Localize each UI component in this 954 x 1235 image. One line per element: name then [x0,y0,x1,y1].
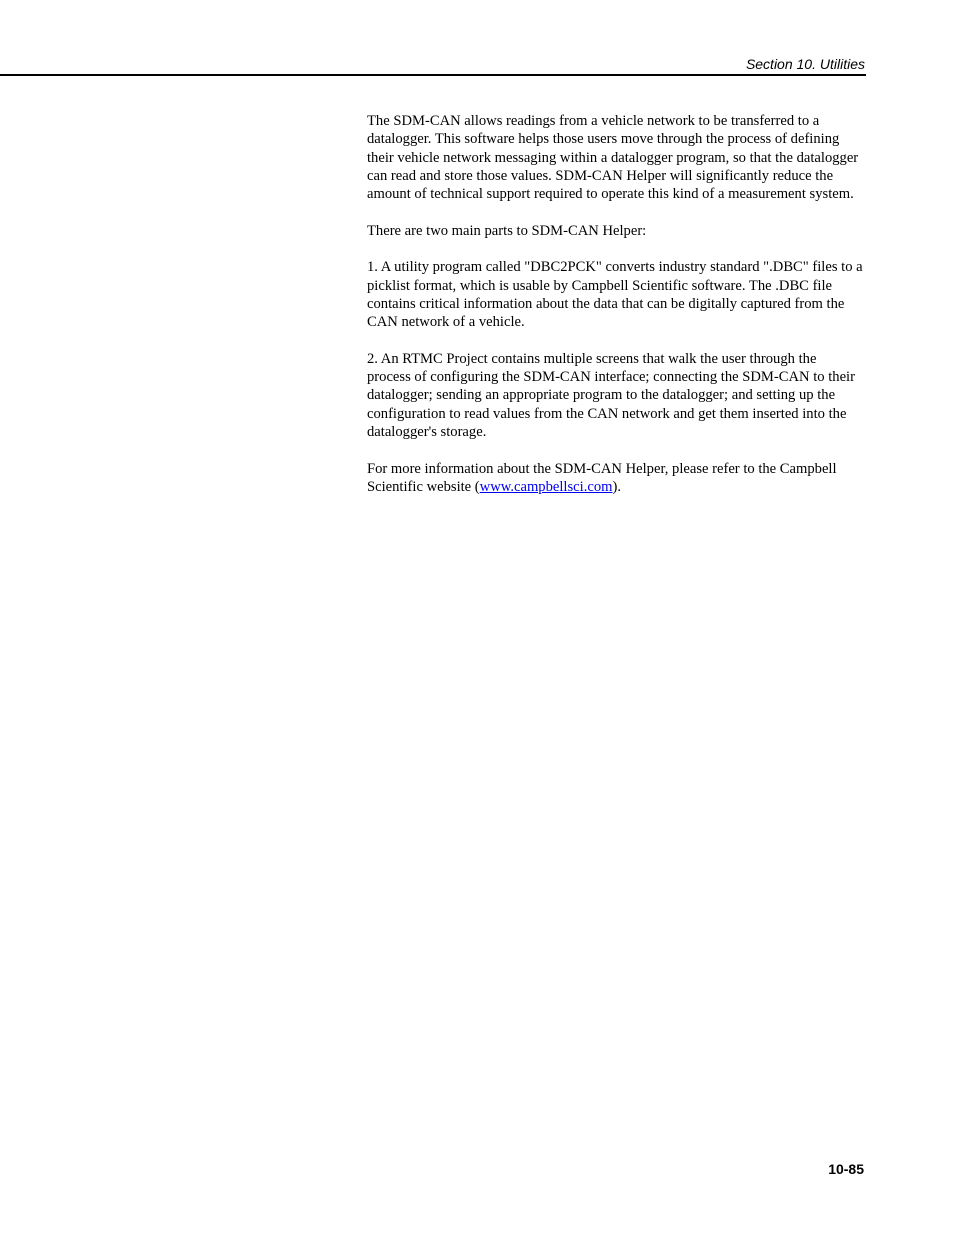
paragraph-part-two: 2. An RTMC Project contains multiple screens that walk the user through the process of configuring the SDM-CAN interface; connecting the SDM-CAN to their datalogger; sending an appropriate program to the datalogger; and setting up the configuration to read values from the CAN network and get them inserted into the datalogger's storage. [367,350,855,441]
paragraph-parts-intro: There are two main parts to SDM-CAN Helper: [367,222,647,239]
more-info-text-end: ). [612,478,621,495]
more-info-text: For more information about the SDM-CAN Helper, please refer to the Campbell Scientific website ( [367,460,837,495]
main-content [367,112,863,515]
header-rule [0,74,866,76]
paragraph-more-info [367,460,863,497]
campbellsci-website-link[interactable]: www.campbellsci.com [479,478,613,495]
page-number: 10-85 [828,1161,864,1177]
paragraph-part-one: 1. A utility program called "DBC2PCK" converts industry standard ".DBC" files to a picklist format, which is usable by Campbell Scientific software. The .DBC file contains critical information about the data that can be digitally captured from the CAN network of a vehicle. [367,259,863,331]
paragraph-intro: The SDM-CAN allows readings from a vehicle network to be transferred to a datalogger. This software helps those users move through the process of defining their vehicle network messaging within a datalogger program, so that the datalogger can read and store those values. SDM-CAN Helper will significantly reduce the amount of technical support required to operate this kind of a measurement system. [367,113,859,203]
section-header-title: Section 10. Utilities [745,56,865,72]
